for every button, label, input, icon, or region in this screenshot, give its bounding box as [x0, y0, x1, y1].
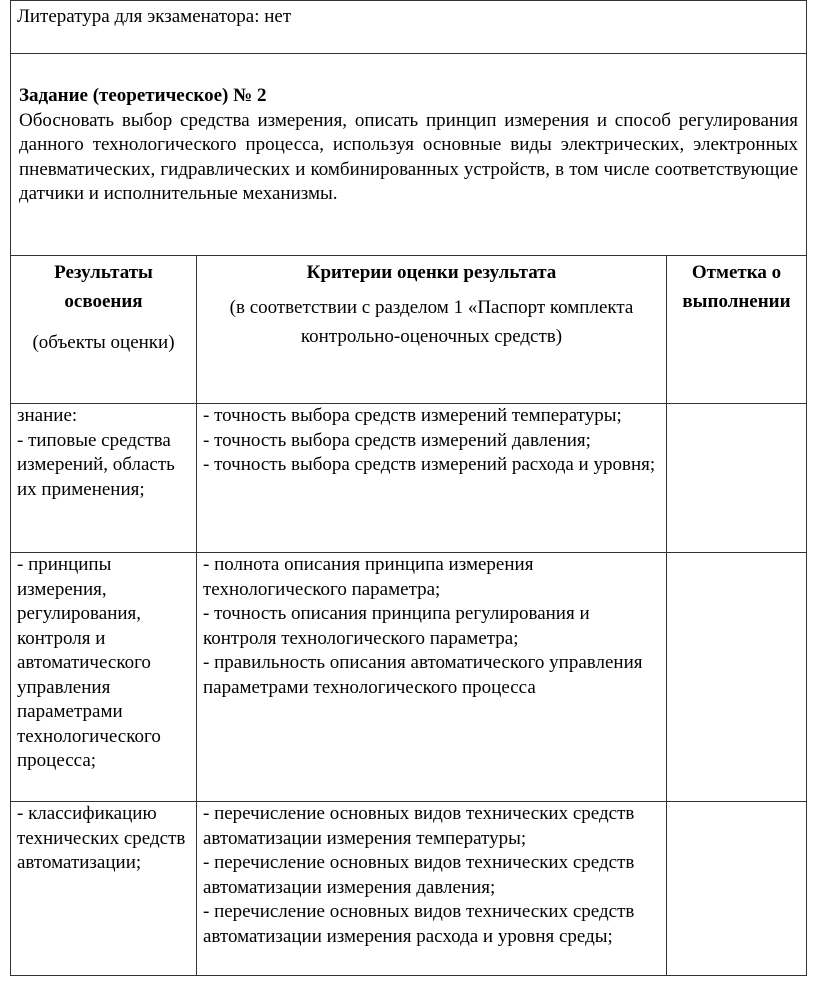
- header-results: [11, 256, 197, 404]
- header-results-title: Результаты освоения: [54, 262, 153, 312]
- criteria-line: - полнота описания принципа измерения технологического параметра;: [203, 554, 534, 600]
- mark-cell: [667, 802, 807, 976]
- result-line: знание:: [17, 405, 78, 426]
- literature-text: Литература для экзаменатора: нет: [11, 1, 807, 54]
- mark-cell: [667, 404, 807, 553]
- task-cell: [11, 54, 807, 256]
- criteria-line: - точность описания принципа регулирования и контроля технологического параметра;: [203, 603, 590, 649]
- criteria-line: - точность выбора средств измерений давления;: [203, 429, 591, 451]
- criteria-cell: [197, 553, 667, 802]
- assessment-table: [10, 0, 807, 976]
- table-row: [11, 404, 807, 553]
- criteria-line: - правильность описания автоматического управления параметрами технологического процесса: [203, 652, 643, 698]
- result-cell: [11, 553, 197, 802]
- result-line: - классификацию технических средств автоматизации;: [17, 803, 186, 873]
- criteria-line: - точность выбора средств измерений температуры;: [203, 405, 622, 426]
- header-mark-title: Отметка о выполнении: [682, 262, 791, 312]
- criteria-cell: [197, 404, 667, 553]
- header-mark: [667, 256, 807, 404]
- criteria-line: - точность выбора средств измерений расхода и уровня;: [203, 454, 656, 475]
- task-text: Обосновать выбор средства измерения, описать принцип измерения и способ регулирования данного технологического процесса, используя основные виды электрических, электронных пневматических, гидравлических и комбинированных устройств, в том числе соответствующие датчики и исполнительные механизмы.: [19, 109, 799, 204]
- result-cell: [11, 802, 197, 976]
- header-criteria: [197, 256, 667, 404]
- mark-cell: [667, 553, 807, 802]
- criteria-cell: [197, 802, 667, 976]
- criteria-line: - перечисление основных видов технических средств автоматизации измерения давления;: [203, 852, 635, 898]
- header-criteria-sub: (в соответствии с разделом 1 «Паспорт комплекта контрольно-оценочных средств): [229, 297, 634, 347]
- criteria-line: - перечисление основных видов технических средств автоматизации измерения температуры;: [203, 803, 635, 849]
- result-line: - принципы измерения, регулирования, контроля и автоматического управления параметрами технологического процесса;: [17, 554, 161, 771]
- table-row: [11, 802, 807, 976]
- result-cell: [11, 404, 197, 553]
- header-results-sub: (объекты оценки): [32, 332, 175, 353]
- task-row: [11, 54, 807, 256]
- task-title: Задание (теоретическое) № 2: [19, 85, 267, 106]
- result-line: - типовые средства измерений, область их применения;: [17, 429, 175, 500]
- header-row: [11, 256, 807, 404]
- table-row: [11, 553, 807, 802]
- literature-row: [11, 1, 807, 54]
- header-criteria-title: Критерии оценки результата: [306, 262, 557, 283]
- criteria-line: - перечисление основных видов технических средств автоматизации измерения расхода и уровня среды;: [203, 901, 635, 947]
